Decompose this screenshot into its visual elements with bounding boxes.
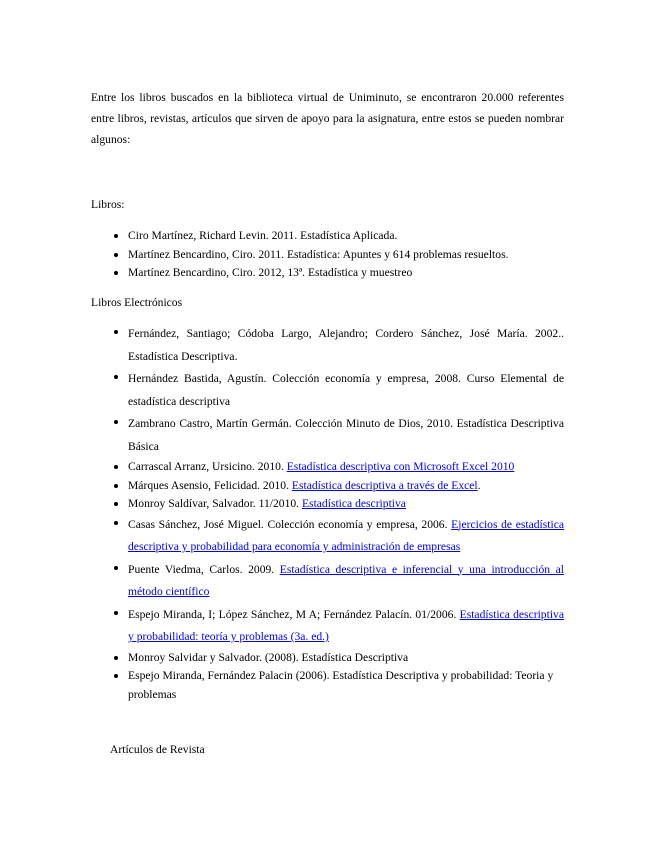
list-item — [91, 246, 564, 265]
list-item-text: Hernández Bastida, Agustín. Colección economía y empresa, 2008. Curso Elemental de estadística descriptiva — [128, 372, 564, 408]
list-item-text: Martínez Bencardino, Ciro. 2012, 13ª. Estadística y muestreo — [128, 266, 413, 279]
heading-articulos-revista: Artículos de Revista — [110, 743, 205, 756]
libros-list — [91, 227, 564, 283]
list-item-text: Casas Sánchez, José Miguel. Colección economía y empresa, 2006. — [128, 517, 452, 531]
list-item-text: Monroy Salvidar y Salvador. (2008). Estadística Descriptiva — [128, 650, 409, 664]
list-item-text: Puente Viedma, Carlos. 2009. — [128, 562, 280, 576]
list-item-text: Márques Asensio, Felicidad. 2010. — [128, 478, 292, 492]
bullet-icon — [114, 656, 118, 660]
libros-electronicos-list — [91, 323, 564, 704]
book-link[interactable]: Estadística descriptiva y probabilidad: teoría y problemas (3a. ed.) — [128, 607, 564, 643]
list-item-text: Espejo Miranda, I; López Sánchez, M A; Fernández Palacín. 01/2006. — [128, 607, 460, 621]
bullet-icon — [114, 375, 118, 379]
list-item — [91, 413, 564, 458]
list-item-text: Ciro Martínez, Richard Levin. 2011. Estadística Aplicada. — [128, 229, 398, 242]
book-link[interactable]: Estadística descriptiva con Microsoft Excel 2010 — [286, 460, 515, 473]
list-item — [91, 514, 564, 559]
list-item-text: Zambrano Castro, Martín Germán. Colección Minuto de Dios, 2010. Estadística Descriptiva Básica — [128, 417, 564, 453]
list-item — [91, 667, 564, 704]
bullet-icon — [114, 484, 118, 488]
book-link[interactable]: Ejercicios de estadística descriptiva y probabilidad para economía y administración de empresas — [128, 517, 564, 553]
book-link[interactable]: Estadística descriptiva — [301, 497, 406, 510]
list-item — [91, 604, 564, 649]
intro-paragraph: Entre los libros buscados en la biblioteca virtual de Uniminuto, se encontraron 20.000 referentes entre libros, revistas, artículos que sirven de apoyo para la asignatura, entre estos se pueden nombrar algunos: — [91, 91, 564, 146]
book-link[interactable]: Estadística descriptiva e inferencial y una introducción al método científico — [128, 562, 564, 598]
bullet-icon — [114, 420, 118, 424]
bullet-icon — [114, 271, 118, 275]
list-item — [91, 264, 564, 283]
bullet-icon — [114, 521, 118, 525]
heading-libros: Libros: — [91, 198, 125, 211]
list-item — [91, 559, 564, 604]
list-item-text: Monroy Saldívar, Salvador. 11/2010. — [128, 497, 302, 510]
list-item — [91, 458, 564, 477]
list-item — [91, 477, 564, 496]
list-item-text: Espejo Miranda, Fernández Palacin (2006). Estadística Descriptiva y probabilidad: Teoria y problemas — [128, 669, 554, 701]
list-item — [91, 368, 564, 413]
list-item-text: Fernández, Santiago; Códoba Largo, Alejandro; Cordero Sánchez, José María. 2002.. Estadística Descriptiva. — [128, 327, 564, 363]
bullet-icon — [114, 674, 118, 678]
bullet-icon — [114, 502, 118, 506]
list-item-text: Carrascal Arranz, Ursicino. 2010. — [128, 460, 287, 473]
bullet-icon — [114, 465, 118, 469]
list-item — [91, 323, 564, 368]
bullet-icon — [114, 566, 118, 570]
bullet-icon — [114, 253, 118, 257]
bullet-icon — [114, 330, 118, 334]
bullet-icon — [114, 234, 118, 238]
bullet-icon — [114, 611, 118, 615]
list-item — [91, 495, 564, 514]
list-item-text: Martínez Bencardino, Ciro. 2011. Estadística: Apuntes y 614 problemas resueltos. — [128, 247, 509, 261]
heading-libros-electronicos: Libros Electrónicos — [91, 296, 183, 309]
book-link[interactable]: Estadística descriptiva a través de Excel — [291, 478, 478, 492]
list-item — [91, 227, 564, 246]
list-item-tail: . — [477, 478, 481, 492]
list-item — [91, 649, 564, 668]
